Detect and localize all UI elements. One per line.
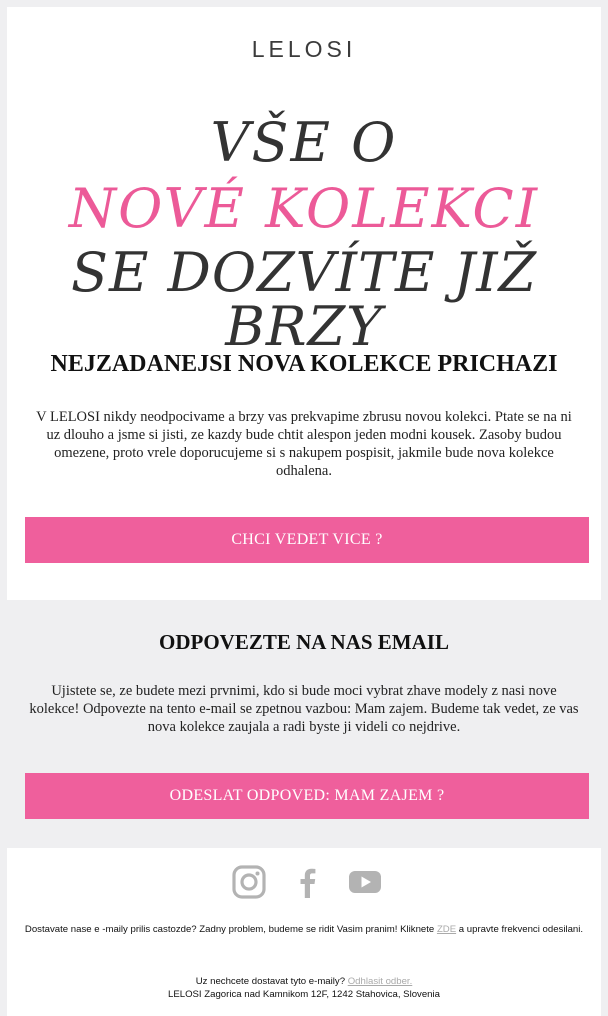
youtube-icon[interactable] <box>347 864 383 900</box>
hero-line-1: VŠE O <box>210 111 398 174</box>
unsubscribe-note <box>20 975 588 1001</box>
hero-line-2: NOVÉ KOLEKCI <box>68 177 540 240</box>
send-reply-button[interactable]: ODESLAT ODPOVED: MAM ZAJEM ? <box>25 773 589 819</box>
learn-more-button[interactable]: CHCI VEDET VICE ? <box>25 517 589 563</box>
section1-heading: NEJZADANEJSI NOVA KOLEKCE PRICHAZI <box>50 351 558 377</box>
instagram-icon[interactable] <box>231 864 267 900</box>
frequency-link[interactable]: ZDE <box>436 924 457 935</box>
section1-body: V LELOSI nikdy neodpocivame a brzy vas prekvapime zbrusu novou kolekci. Ptate se na ni uz dlouho a jsme si jisti, ze kazdy bude chtit alespon jeden modni kousek. Zasoby budou omezene, proto vrele doporucujeme si s nakupem pospisit, jakmile bude nova kolekce odhalena. <box>36 409 572 479</box>
social-links <box>0 864 608 900</box>
brand-logo[interactable]: LELOSI <box>251 36 357 62</box>
unsubscribe-text: Uz nechcete dostavat tyto e-maily? <box>195 976 346 987</box>
section2-body: Ujistete se, ze budete mezi prvnimi, kdo si bude moci vybrat zhave modely z nasi nove kolekce! Odpovezte na tento e-mail se zpetnou vazbou: Mam zajem. Budeme tak vedet, ze vas nova kolekce zaujala a radi byste ji videli co nejdrive. <box>29 683 579 735</box>
facebook-icon[interactable] <box>290 864 326 900</box>
unsubscribe-link[interactable]: Odhlasit odber. <box>347 976 413 987</box>
company-address: LELOSI Zagorica nad Kamnikom 12F, 1242 Stahovica, Slovenia <box>168 989 440 1000</box>
hero-line-3: SE DOZVÍTE JIŽ BRZY <box>70 241 538 358</box>
frequency-text-after: a upravte frekvenci odesilani. <box>458 924 584 935</box>
section2-heading: ODPOVEZTE NA NAS EMAIL <box>159 630 449 654</box>
frequency-text: Dostavate nase e -maily prilis castozde? Zadny problem, budeme se ridit Vasim pranim! Kliknete <box>24 924 435 935</box>
frequency-note <box>20 923 588 936</box>
